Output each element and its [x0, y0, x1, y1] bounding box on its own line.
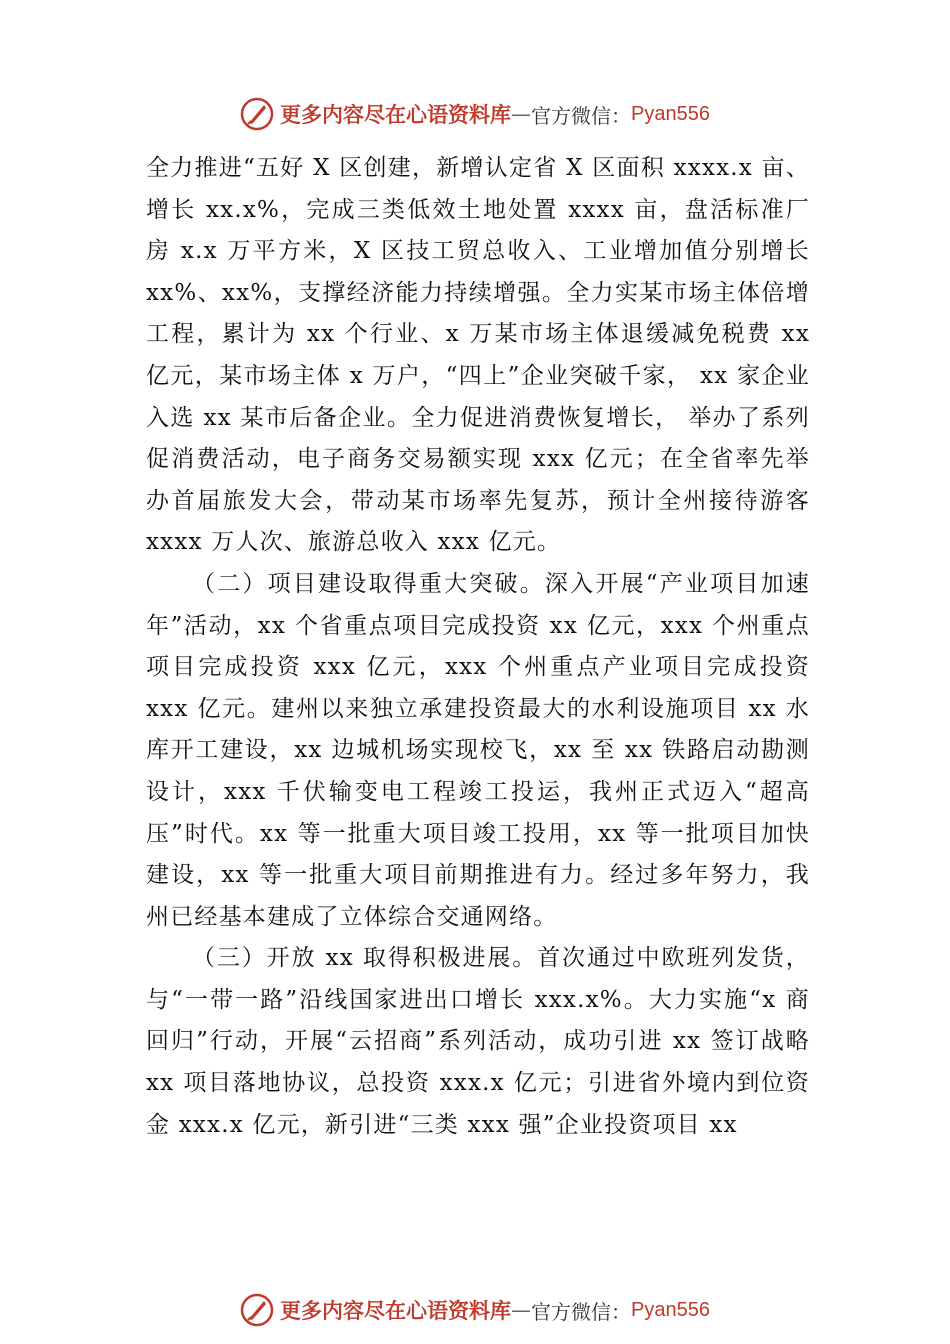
- banner-separator: —: [511, 102, 532, 126]
- paragraph-3: （三）开放 xx 取得积极进展。首次通过中欧班列发货， 与“一带一路”沿线国家进出口增长 xxx.x%。大力实施“x 商回归”行动，开展“云招商”系列活动，成功引进 xx 签订战略 xx 项目落地协议，总投资 xxx.x 亿元；引进省外境内到位资金 xxx.x 亿元，新引进“三类 xxx 强”企业投资项目 xx: [146, 945, 810, 1138]
- banner-site-name: 更多内容尽在心语资料库: [280, 1298, 512, 1323]
- footer-banner: [0, 1290, 950, 1330]
- banner-separator: —: [511, 1298, 532, 1322]
- paragraph-2: （二）项目建设取得重大突破。深入开展“产业项目加速年”活动，xx 个省重点项目完成投资 xx 亿元，xxx 个州重点项目完成投资 xxx 亿元，xxx 个州重点产业项目完成投资 xxx 亿元。建州以来独立承建投资最大的水利设施项目 xx 水库开工建设，xx 边城机场实现校飞，xx 至 xx 铁路启动勘测设计，xxx 千伏输变电工程竣工投运，我州正式迈入“超高压”时代。xx 等一批重大项目竣工投用，xx 等一批项目加快建设，xx 等一批重大项目前期推进有力。经过多年努力，我州已经基本建成了立体综合交通网络。: [146, 570, 810, 930]
- document-body: [146, 148, 810, 1146]
- paragraph-1: 全力推进“五好 X 区创建，新增认定省 X 区面积 xxxx.x 亩、增长 xx.x%，完成三类低效土地处置 xxxx 亩，盘活标准厂房 x.x 万平方米，X 区技工贸总收入、工业增加值分别增长 xx%、xx%，支撑经济能力持续增强。全力实某市场主体倍增工程，累计为 xx 个行业、x 万某市场主体退缓减免税费 xx 亿元，某市场主体 x 万户，“四上”企业突破千家， xx 家企业入选 xx 某市后备企业。全力促进消费恢复增长， 举办了系列促消费活动，电子商务交易额实现 xxx 亿元；在全省率先举办首届旅发大会，带动某市场率先复苏，预计全州接待游客 xxxx 万人次、旅游总收入 xxx 亿元。: [146, 155, 810, 556]
- banner-wechat-label: 官方微信：: [531, 103, 632, 128]
- banner-wechat-id: Pyan556: [631, 102, 710, 125]
- banner-wechat-id: Pyan556: [631, 1298, 710, 1321]
- header-banner: [0, 94, 950, 134]
- quill-logo-icon: [240, 1293, 274, 1327]
- banner-site-name: 更多内容尽在心语资料库: [280, 102, 512, 127]
- banner-wechat-label: 官方微信：: [531, 1299, 632, 1324]
- quill-logo-icon: [240, 97, 274, 131]
